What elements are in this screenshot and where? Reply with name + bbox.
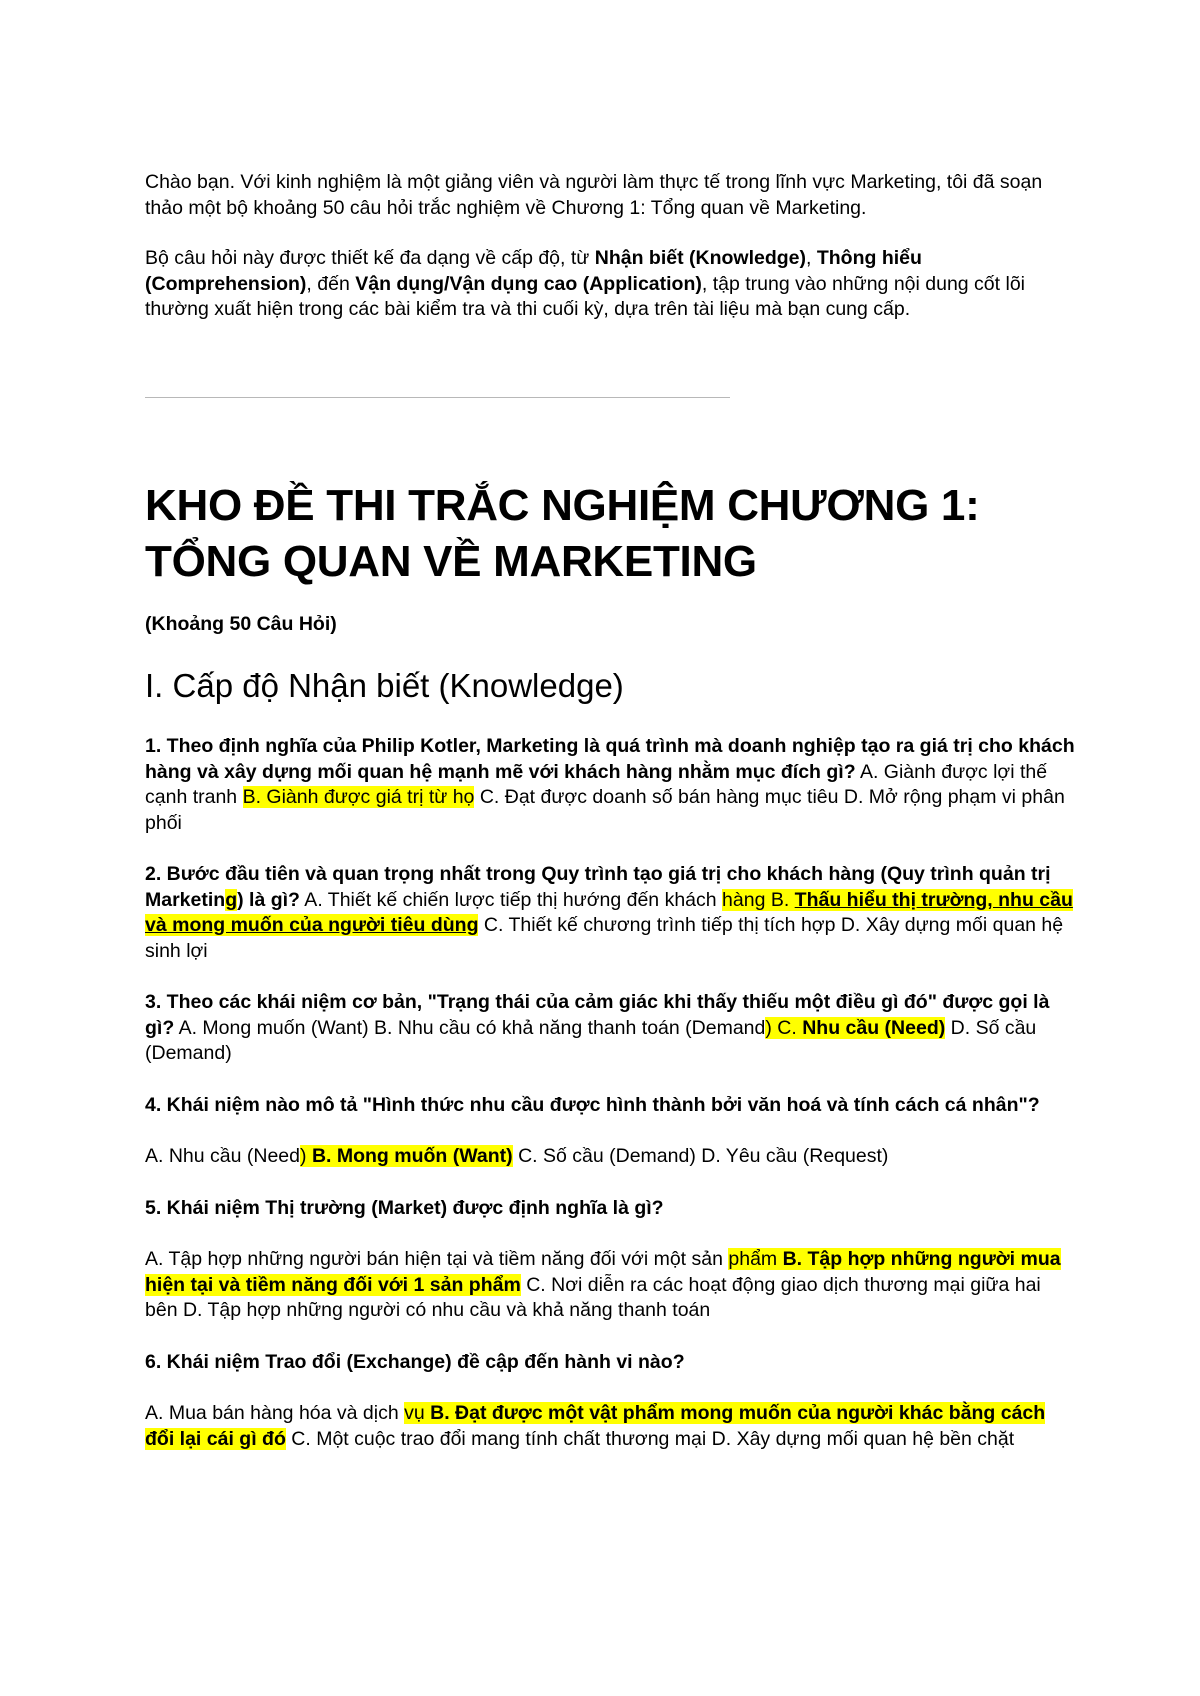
answer-line bbox=[145, 1247, 1075, 1324]
answer-options: C. Số cầu (Demand) D. Yêu cầu (Request) bbox=[512, 1145, 889, 1167]
answer-options: A. Mua bán hàng hóa và dịch bbox=[145, 1402, 405, 1424]
section-heading: I. Cấp độ Nhận biết (Knowledge) bbox=[145, 667, 624, 704]
highlighted-answer: Nhu cầu (Need) bbox=[802, 1016, 946, 1039]
title-line-2: TỔNG QUAN VỀ MARKETING bbox=[145, 537, 757, 586]
answer-options: C. Thiết kế chương trình tiếp thị tích hợp D. Xây dựng mối quan hệ sinh lợi bbox=[145, 914, 1064, 962]
title-line-1: KHO ĐỀ THI TRẮC NGHIỆM CHƯƠNG 1: bbox=[145, 481, 980, 530]
answer-options: A. Giành được lợi thế cạnh tranh bbox=[145, 760, 1048, 808]
question-text: 2. Bước đầu tiên và quan trọng nhất trong Quy trình tạo giá trị cho khách hàng (Quy trình quản trị Marketin bbox=[145, 863, 1051, 911]
question-1 bbox=[145, 734, 1075, 836]
highlighted-fragment: phẩm bbox=[728, 1248, 783, 1270]
level-comprehension: Thông hiểu (Comprehension) bbox=[145, 247, 922, 295]
highlighted-fragment: g bbox=[225, 888, 238, 911]
question-text: ) là gì? bbox=[237, 888, 300, 911]
level-knowledge: Nhận biết (Knowledge) bbox=[594, 247, 807, 269]
intro-block bbox=[145, 170, 1065, 323]
subtitle: (Khoảng 50 Câu Hỏi) bbox=[145, 613, 337, 635]
question-2 bbox=[145, 862, 1075, 964]
intro-paragraph-2 bbox=[145, 246, 1065, 323]
highlighted-answer: B. Đạt được một vật phẩm mong muốn của người khác bằng cách đổi lại cái gì đó bbox=[145, 1402, 1046, 1450]
highlighted-fragment: vụ bbox=[404, 1402, 431, 1424]
question-text: 1. Theo định nghĩa của Philip Kotler, Marketing là quá trình mà doanh nghiệp tạo ra giá trị cho khách hàng và xây dựng mối quan hệ mạnh mẽ với khách hàng nhằm mục đích gì? bbox=[145, 735, 1075, 783]
answer-options: C. Một cuộc trao đổi mang tính chất thương mại D. Xây dựng mối quan hệ bền chặt bbox=[285, 1427, 1015, 1450]
question-6 bbox=[145, 1350, 1075, 1453]
answer-options: A. Thiết kế chiến lược tiếp thị hướng đến khách bbox=[299, 888, 723, 911]
highlighted-answer: B. Mong muốn (Want) bbox=[311, 1145, 513, 1167]
highlighted-answer: Thấu hiểu thị trường, nhu cầu và mong muốn của người tiêu dùng bbox=[145, 888, 1073, 936]
intro-text: , bbox=[806, 247, 817, 269]
answer-options: A. Nhu cầu (Need bbox=[145, 1145, 301, 1167]
answer-line bbox=[145, 1144, 1075, 1170]
horizontal-rule bbox=[145, 397, 730, 398]
answer-line bbox=[145, 1401, 1075, 1452]
highlighted-answer: B. Tập hợp những người mua hiện tại và tiềm năng đối với 1 sản phẩm bbox=[145, 1248, 1061, 1296]
question-text: 6. Khái niệm Trao đổi (Exchange) đề cập đến hành vi nào? bbox=[145, 1350, 685, 1373]
intro-text: , tập trung vào những nội dung cốt lõi thường xuất hiện trong các bài kiểm tra và thi cuối kỳ, dựa trên tài liệu mà bạn cung cấp. bbox=[145, 272, 1026, 320]
highlighted-answer: B. Giành được giá trị từ họ bbox=[242, 786, 475, 808]
highlighted-fragment: ) bbox=[300, 1145, 312, 1167]
answer-options: C. Đạt được doanh số bán hàng mục tiêu D. Mở rộng phạm vi phân phối bbox=[145, 786, 1065, 834]
question-text: 4. Khái niệm nào mô tả "Hình thức nhu cầu được hình thành bởi văn hoá và tính cách cá nhân"? bbox=[145, 1093, 1040, 1116]
answer-options: C. Nơi diễn ra các hoạt động giao dịch thương mại giữa hai bên D. Tập hợp những người có nhu cầu và khả năng thanh toán bbox=[145, 1273, 1041, 1321]
intro-text: Bộ câu hỏi này được thiết kế đa dạng về cấp độ, từ bbox=[145, 247, 595, 269]
question-5 bbox=[145, 1196, 1075, 1324]
answer-options: D. Số cầu (Demand) bbox=[145, 1016, 1037, 1064]
question-text: 3. Theo các khái niệm cơ bản, "Trạng thái của cảm giác khi thấy thiếu một điều gì đó" được gọi là gì? bbox=[145, 991, 1050, 1039]
highlighted-fragment: hàng B. bbox=[722, 888, 795, 911]
question-text: 5. Khái niệm Thị trường (Market) được định nghĩa là gì? bbox=[145, 1196, 664, 1219]
question-3 bbox=[145, 990, 1075, 1067]
page-title bbox=[145, 478, 1145, 590]
answer-options: A. Tập hợp những người bán hiện tại và tiềm năng đối với một sản bbox=[145, 1248, 729, 1270]
intro-text: , đến bbox=[306, 272, 356, 295]
intro-paragraph-1: Chào bạn. Với kinh nghiệm là một giảng viên và người làm thực tế trong lĩnh vực Marketing, tôi đã soạn thảo một bộ khoảng 50 câu hỏi trắc nghiệm về Chương 1: Tổng quan về Marketing. bbox=[145, 171, 1043, 219]
answer-options: A. Mong muốn (Want) B. Nhu cầu có khả năng thanh toán (Demand bbox=[174, 1016, 766, 1039]
level-application: Vận dụng/Vận dụng cao (Application) bbox=[355, 272, 702, 295]
question-list bbox=[145, 734, 1075, 1478]
highlighted-fragment: ) C. bbox=[765, 1016, 803, 1039]
question-4 bbox=[145, 1093, 1075, 1170]
